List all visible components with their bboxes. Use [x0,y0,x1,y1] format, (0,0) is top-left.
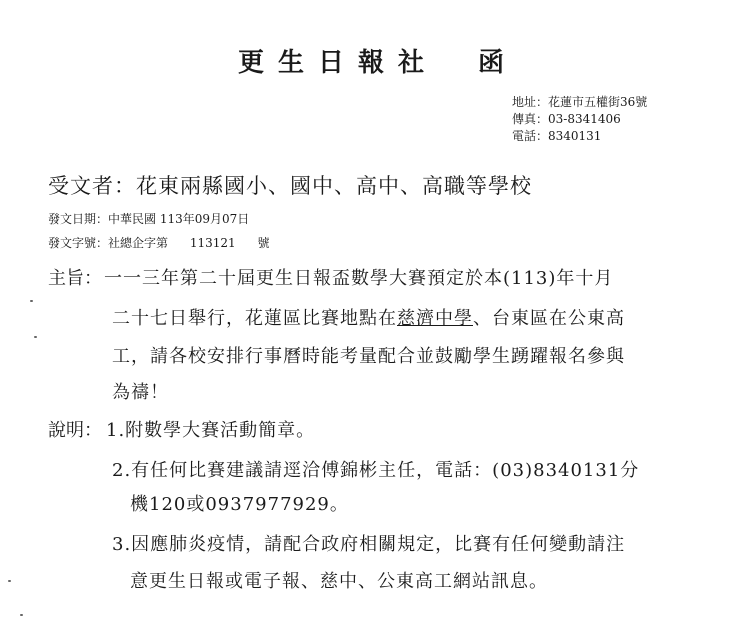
letter-title: 更生日報社 函 [237,48,518,78]
explanation-item-3-line-2: 意更生日報或電子報、慈中、公東高工網站訊息。 [130,571,548,592]
issue-date-value: 113年09月07日 [159,212,250,226]
explanation-item-3-line-1: 3.因應肺炎疫情，請配合政府相關規定，比賽有任何變動請注 [112,534,626,555]
explanation-item-2-line-2: 機120或0937977929。 [130,494,349,515]
subject-line-2-start: 二十七日舉行，花蓮區比賽地點在 [112,308,397,329]
scan-speck [8,580,11,582]
venue-hualien: 慈濟中學 [397,308,473,329]
subject-line-3: 工，請各校安排行事曆時能考量配合並鼓勵學生踴躍報名參與 [112,346,625,367]
subject-label: 主旨： [48,268,102,289]
document-number-value: 113121 [189,236,236,250]
document-number [48,234,270,251]
phone-line: 電話：8340131 [512,129,602,143]
scan-speck [20,614,23,616]
explanation-label: 說明： [48,420,102,441]
recipient-line: 受文者：花東兩縣國小、國中、高中、高職等學校 [48,174,532,198]
subject-line-4: 為禱！ [112,382,169,403]
scan-speck [34,336,37,338]
subject-line-1: 一一三年第二十屆更生日報盃數學大賽預定於本(113)年十月 [104,268,614,289]
document-number-suffix: 號 [257,236,270,250]
explanation-item-1: 1.附數學大賽活動簡章。 [106,420,316,441]
address-line: 地址：花蓮市五權街36號 [512,95,648,109]
scan-speck [30,300,33,302]
contact-block [512,94,647,145]
issue-date [48,210,249,227]
subject-line-2-end: 、台東區在公東高 [473,308,625,329]
fax-line: 傳真：03-8341406 [512,112,621,126]
document-number-label: 發文字號：社總企字第 [48,236,169,250]
issue-date-label: 發文日期：中華民國 [48,212,157,226]
subject-line-2 [112,304,625,330]
explanation-item-2-line-1: 2.有任何比賽建議請逕洽傅錦彬主任，電話：(03)8340131分 [112,460,640,481]
